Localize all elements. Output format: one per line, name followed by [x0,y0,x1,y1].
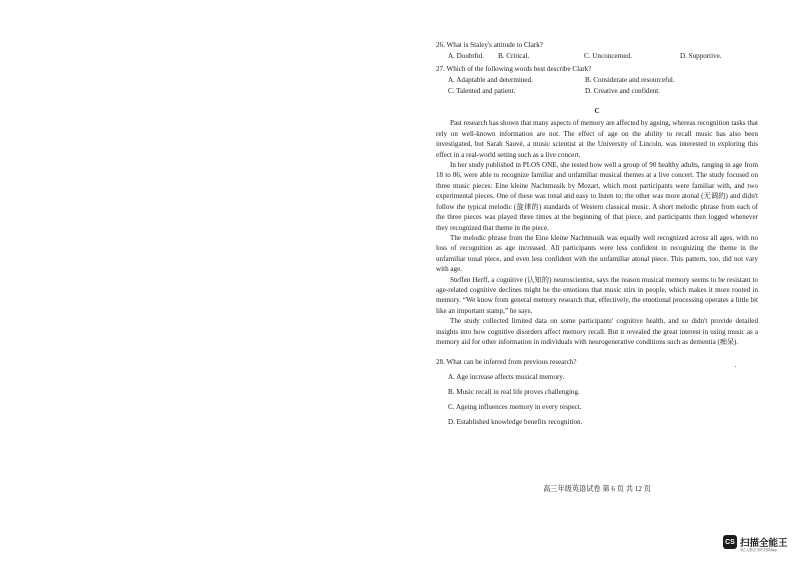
question-27 [436,64,758,96]
option-b: B. Music recall in real life proves challenging. [448,388,580,397]
watermark-tagline: 3亿人都在用的扫描App [740,548,778,552]
passage-paragraph: The melodic phrase from the Eine kleine Nachtmusik was equally well recognized across all ages, with no loss of recognition as age increased. All participants were less confident in recognizing the theme in the unfamiliar tonal piece, and even less confident with the unfamiliar atonal piece. This pattern, too, did not vary with age. [436,233,758,274]
passage-heading: C [594,107,600,116]
page-content [436,40,758,428]
watermark-brand: 扫描全能王 [740,538,788,549]
passage-paragraph: Past research has shown that many aspects of memory are affected by ageing, whereas recognition tasks that rely on well-known information are not. The effect of age on the ability to recall music has also been investigated, but Sarah Sauvé, a music scientist at the University of Lincoln, was interested in exploring this effect in a real-world setting such as a live concert. [436,119,758,159]
page-footer: 高三年级英语试卷 第 6 页 共 12 页 [543,485,651,493]
option-b: B. Critical. [498,52,530,61]
question-stem: 28. What can be inferred from previous research? [436,358,577,367]
option-d: D. Established knowledge benefits recognition. [448,418,583,427]
option-c: C. Ageing influences memory in every respect. [448,403,582,412]
passage-paragraph: Steffen Herff, a cognitive (认知的) neuroscientist, says the reason musical memory seems to be resistant to age-related cognitive declines might be the emotions that music stirs in people, which makes it more rooted in memory. “We know from general memory research that, effectively, the emotional processing operates a little bit like an important stamp,” he says. [436,275,758,315]
option-a: A. Adaptable and determined. [448,76,533,85]
passage-body [436,118,758,347]
option-d: D. Supportive. [680,52,722,61]
question-26 [436,40,758,62]
scan-speck [735,366,736,367]
answer-options [436,372,758,427]
option-a: A. Age increase affects musical memory. [448,373,565,382]
passage-paragraph: The study collected limited data on some participants' cognitive health, and so didn't provide detailed insights into how cognitive disorders affect memory recall. But it revealed the great interest in using music as a memory aid for other information in individuals with neurogenerative conditions such as dementia (痴呆). [436,317,758,346]
question-28 [436,357,758,427]
scanner-watermark [723,533,793,559]
option-d: D. Creative and confident. [585,86,661,95]
question-stem: 27. Which of the following words best describe Clark? [436,64,592,73]
answer-options [436,75,758,96]
camscanner-logo-icon: CS [723,535,737,549]
passage-paragraph: In her study published in PLOS ONE, she tested how well a group of 90 healthy adults, ranging in age from 18 to 86, were able to recognize familiar and unfamiliar musical themes at a live concert. The study focused on three music pieces: Eine kleine Nachtmusik by Mozart, which most participants were familiar with, and two experimental pieces. One of these was tonal and easy to listen to; the other was more atonal (无调的) and didn't follow the typical melodic (旋律的) standards of Western classical music. A short melodic phrase from each of the three pieces was played three times at the beginning of that piece, and participants then logged whenever they recognized that theme in the piece. [436,161,758,232]
option-a: A. Doubtful. [448,52,485,61]
option-b: B. Considerate and resourceful. [585,76,675,85]
option-c: C. Unconcerned. [584,52,632,61]
option-c: C. Talented and patient. [448,86,516,95]
answer-options [436,51,758,61]
question-stem: 26. What is Staley's attitude to Clark? [436,41,543,49]
